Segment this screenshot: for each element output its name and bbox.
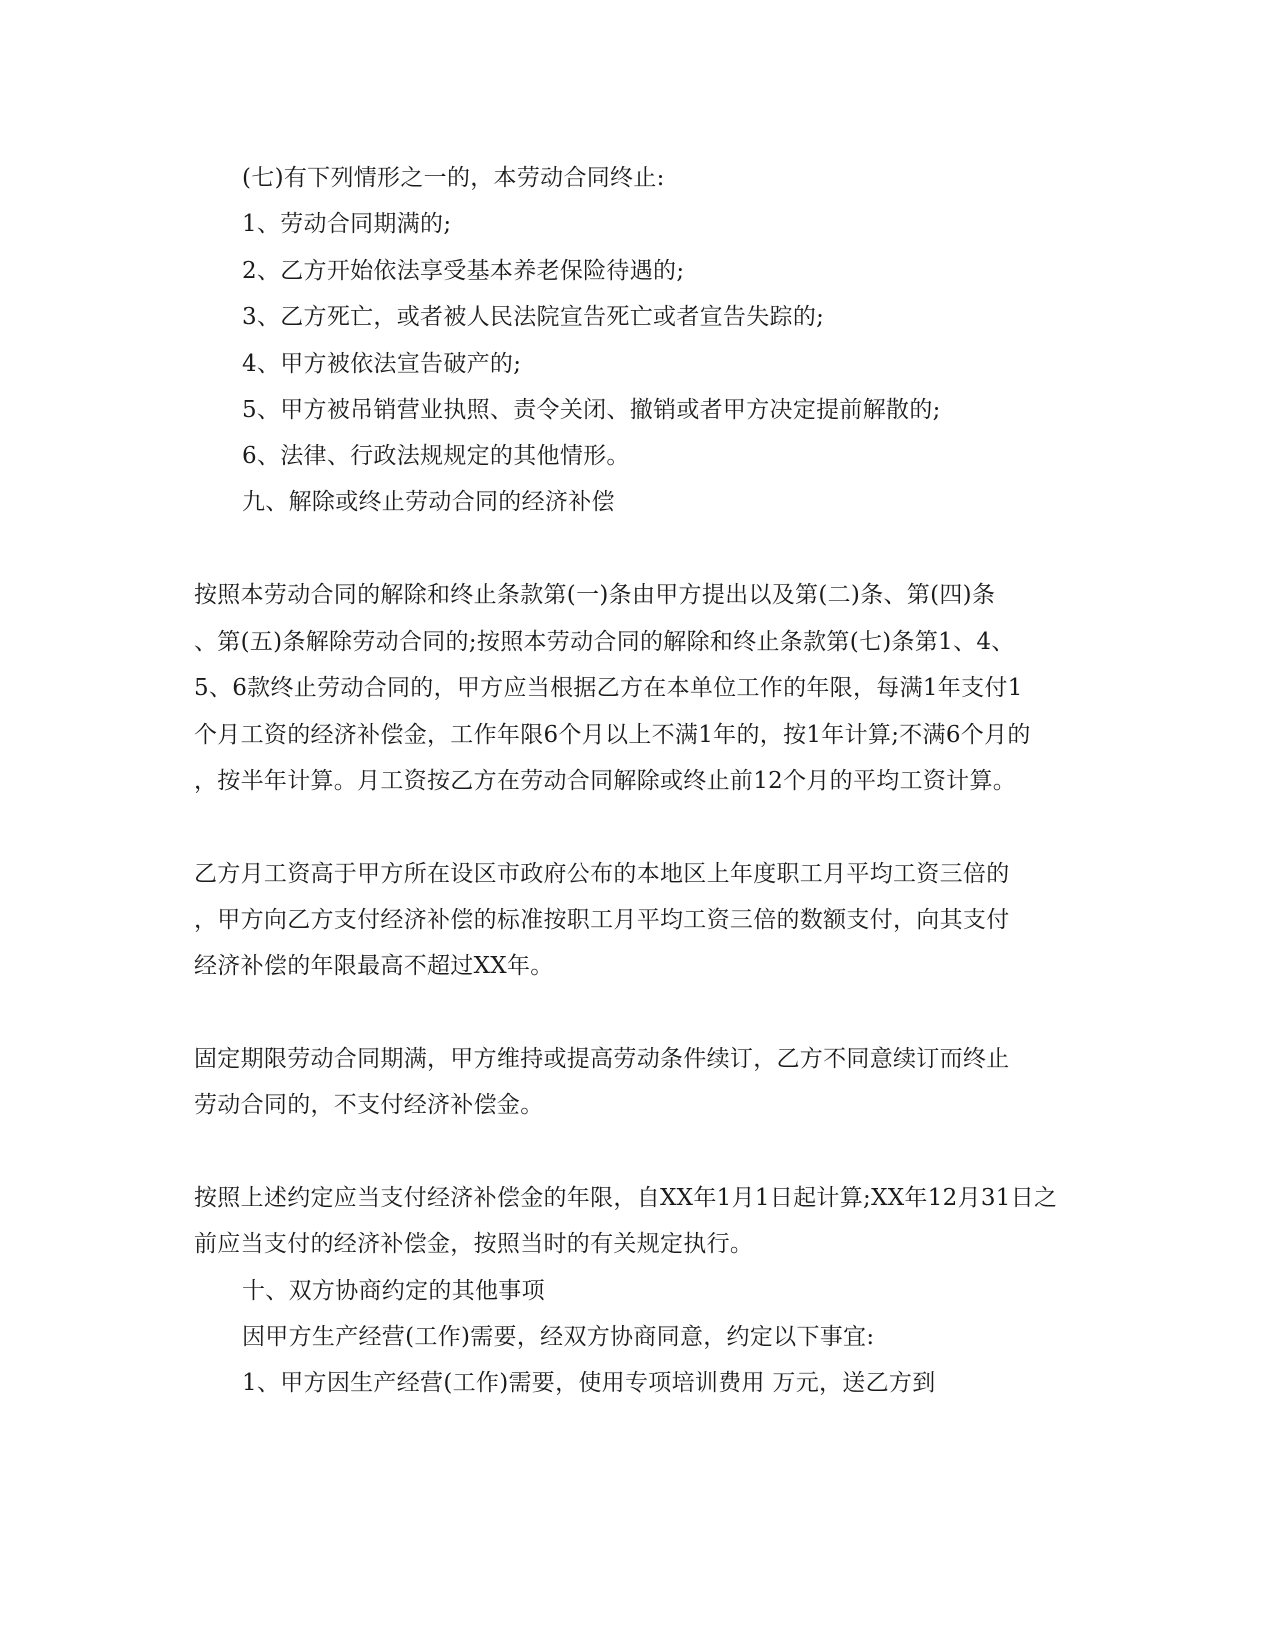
clause-7-heading: (七)有下列情形之一的，本劳动合同终止: xyxy=(242,165,665,191)
section-10-heading: 十、双方协商约定的其他事项 xyxy=(242,1278,545,1304)
paragraph-line: 按照上述约定应当支付经济补偿金的年限，自XX年1月1日起计算;XX年12月31日之 xyxy=(194,1185,1058,1211)
clause-7-item-4: 4、甲方被依法宣告破产的; xyxy=(242,351,522,377)
clause-7-item-3: 3、乙方死亡，或者被人民法院宣告死亡或者宣告失踪的; xyxy=(242,304,825,330)
paragraph-line: 按照本劳动合同的解除和终止条款第(一)条由甲方提出以及第(二)条、第(四)条 xyxy=(194,582,996,608)
paragraph-line: 5、6款终止劳动合同的，甲方应当根据乙方在本单位工作的年限，每满1年支付1 xyxy=(194,675,1023,701)
section-9-heading: 九、解除或终止劳动合同的经济补偿 xyxy=(242,489,615,515)
paragraph-line: ，甲方向乙方支付经济补偿的标准按职工月平均工资三倍的数额支付，向其支付 xyxy=(194,907,1010,933)
paragraph-line: 乙方月工资高于甲方所在设区市政府公布的本地区上年度职工月平均工资三倍的 xyxy=(194,861,1010,887)
clause-7-item-6: 6、法律、行政法规规定的其他情形。 xyxy=(242,443,630,469)
paragraph-line: 、第(五)条解除劳动合同的;按照本劳动合同的解除和终止条款第(七)条第1、4、 xyxy=(194,629,1015,655)
paragraph-line: 1、甲方因生产经营(工作)需要，使用专项培训费用 万元，送乙方到 xyxy=(242,1370,936,1396)
paragraph-line: ，按半年计算。月工资按乙方在劳动合同解除或终止前12个月的平均工资计算。 xyxy=(194,768,1017,794)
clause-7-item-2: 2、乙方开始依法享受基本养老保险待遇的; xyxy=(242,258,685,284)
paragraph-line: 固定期限劳动合同期满，甲方维持或提高劳动条件续订，乙方不同意续订而终止 xyxy=(194,1046,1010,1072)
paragraph-line: 因甲方生产经营(工作)需要，经双方协商同意，约定以下事宜: xyxy=(242,1324,875,1350)
paragraph-line: 经济补偿的年限最高不超过XX年。 xyxy=(194,953,554,979)
paragraph-line: 前应当支付的经济补偿金，按照当时的有关规定执行。 xyxy=(194,1231,754,1257)
paragraph-line: 劳动合同的，不支付经济补偿金。 xyxy=(194,1092,544,1118)
paragraph-line: 个月工资的经济补偿金，工作年限6个月以上不满1年的，按1年计算;不满6个月的 xyxy=(194,722,1031,748)
clause-7-item-1: 1、劳动合同期满的; xyxy=(242,211,452,237)
clause-7-item-5: 5、甲方被吊销营业执照、责令关闭、撤销或者甲方决定提前解散的; xyxy=(242,397,941,423)
